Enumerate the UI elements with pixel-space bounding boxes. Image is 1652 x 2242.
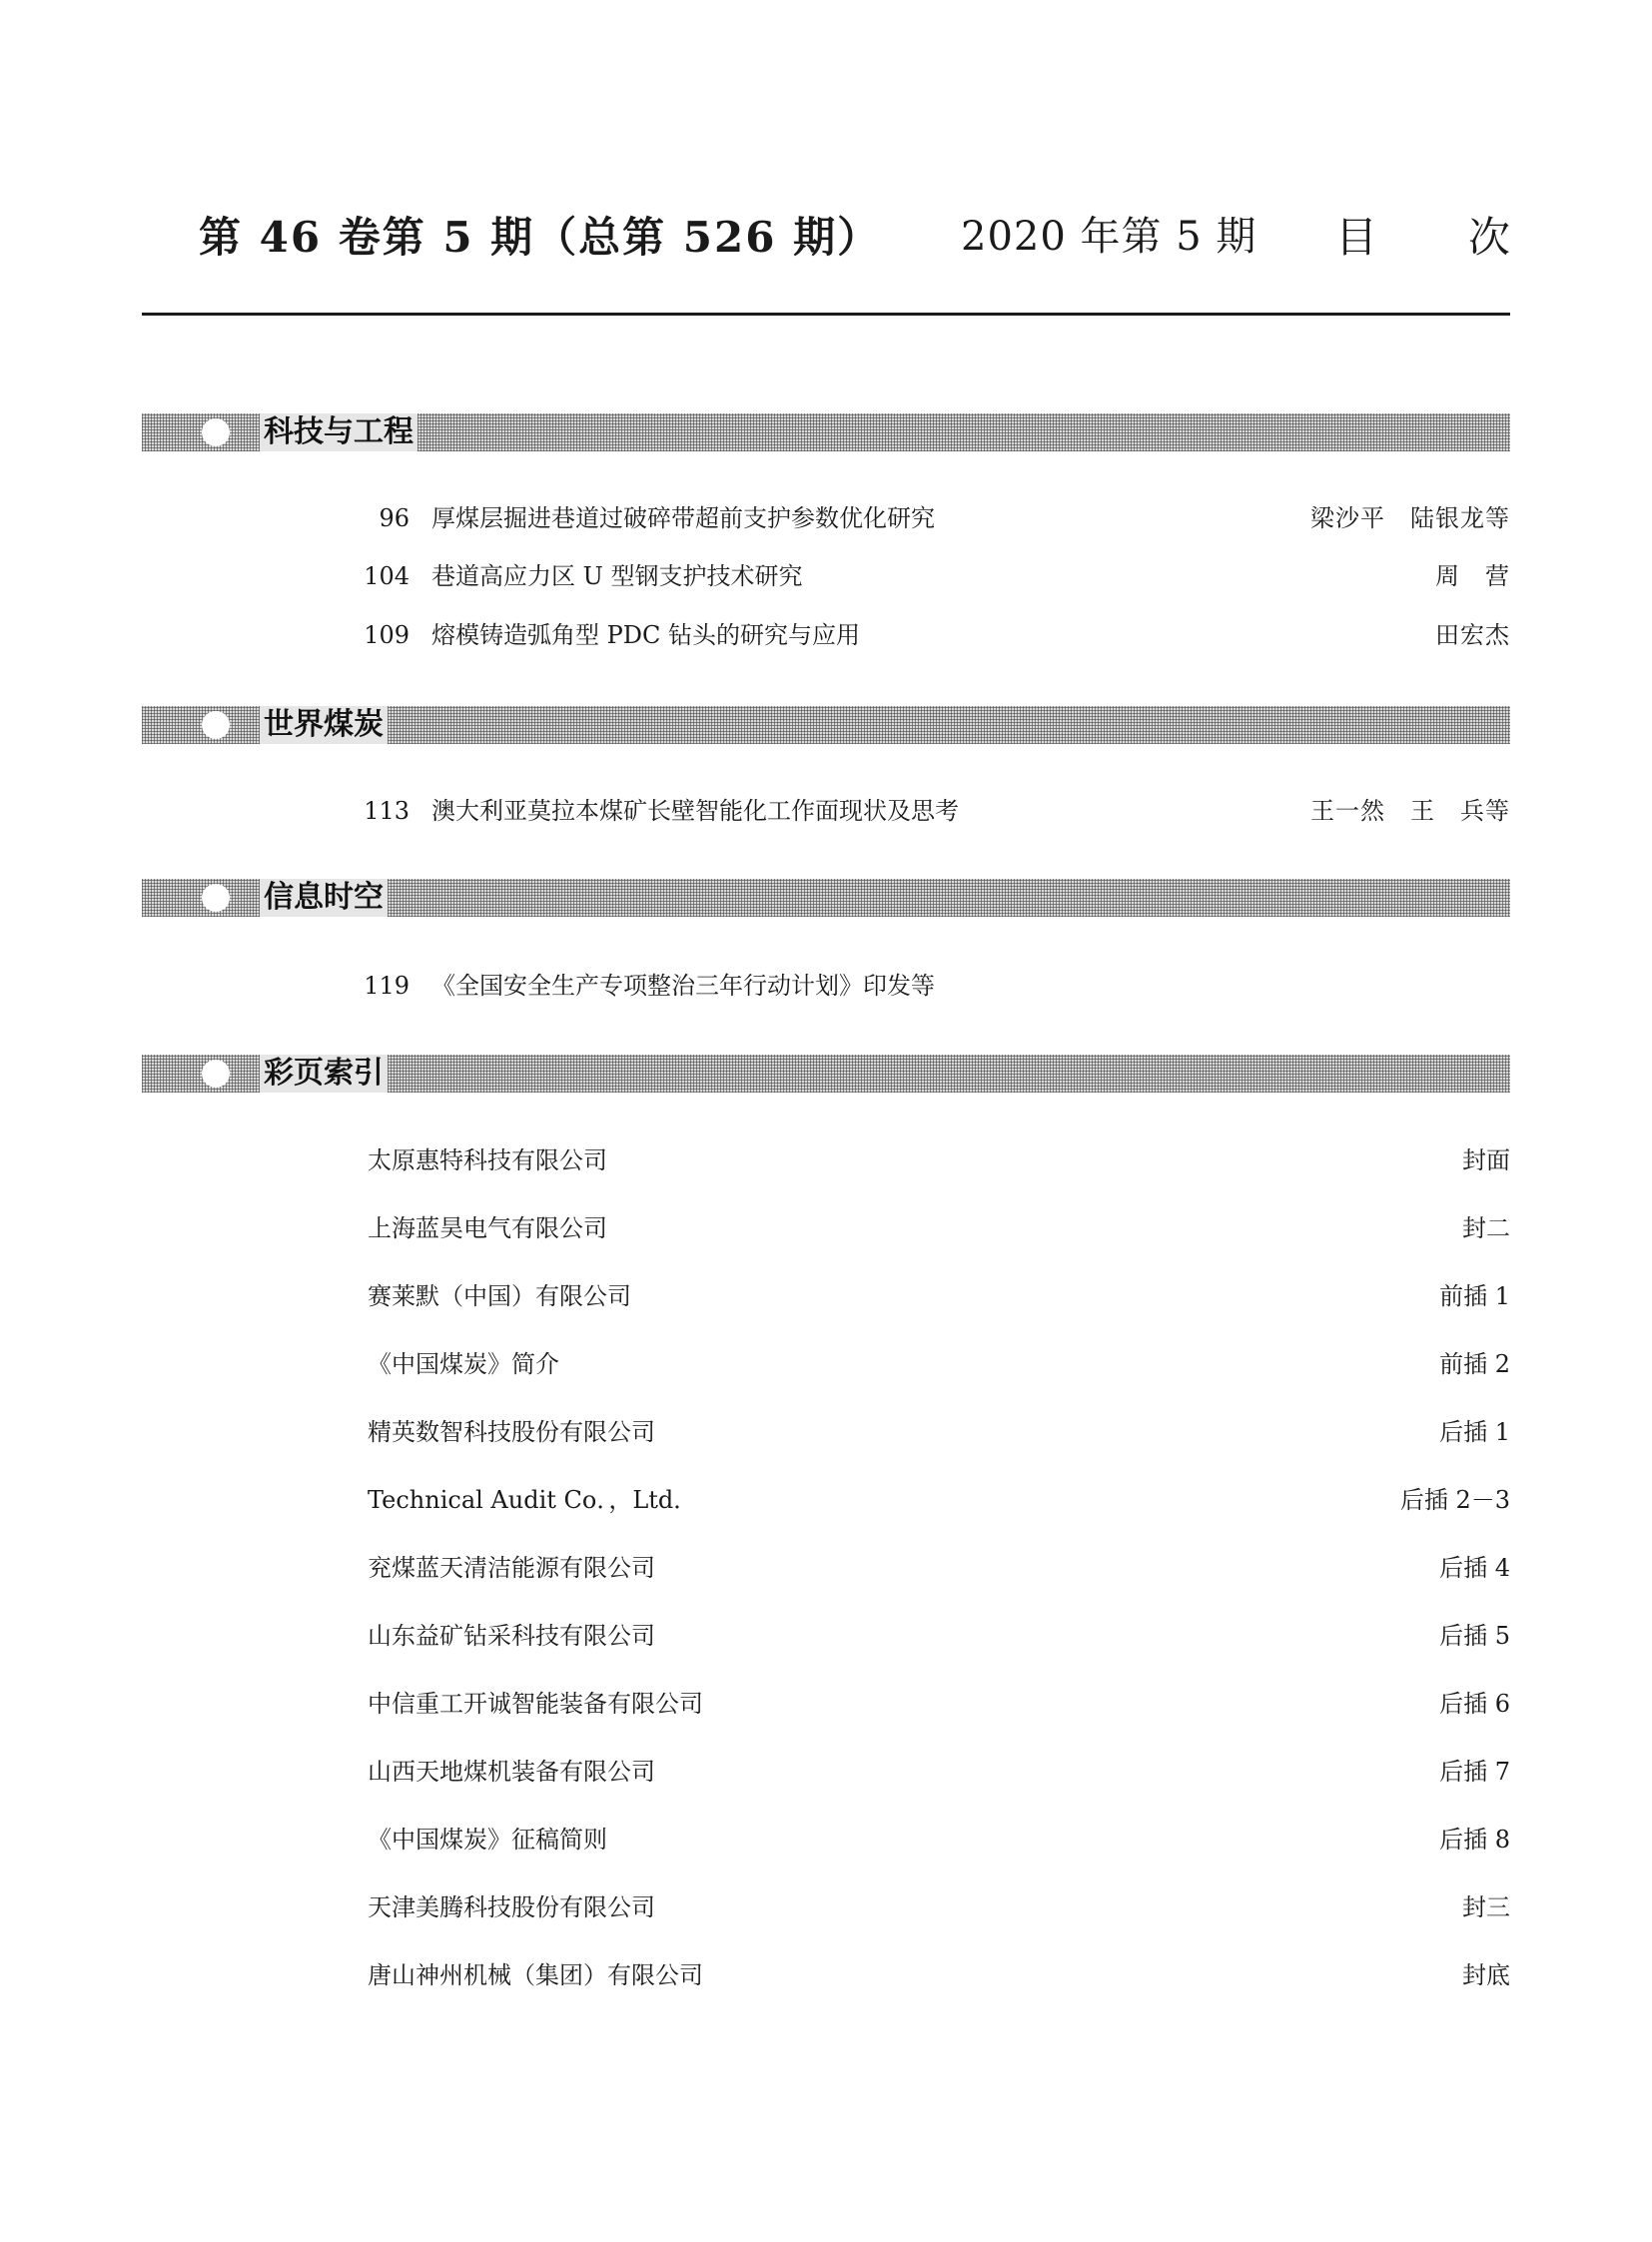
ad-index-item[interactable] [368, 1140, 1510, 1180]
toc-authors: 王一然 王 兵等 [1310, 797, 1510, 825]
ad-position: 前插 1 [1439, 1282, 1510, 1310]
toc-authors: 田宏杰 [1435, 621, 1510, 649]
issue-info: 2020 年第 5 期 [961, 214, 1257, 260]
ad-company: 精英数智科技股份有限公司 [368, 1418, 655, 1446]
ad-position: 后插 1 [1439, 1418, 1510, 1446]
ad-company: 中信重工开诚智能装备有限公司 [368, 1690, 703, 1718]
toc-entry[interactable] [360, 615, 1510, 655]
bullet-circle-icon [202, 884, 230, 912]
ad-index-item[interactable] [368, 1616, 1510, 1656]
toc-authors: 梁沙平 陆银龙等 [1310, 504, 1510, 532]
toc-entry[interactable] [360, 556, 1510, 596]
ad-position: 后插 5 [1439, 1622, 1510, 1650]
ad-company: 上海蓝昊电气有限公司 [368, 1214, 607, 1242]
ad-company: Technical Audit Co．，Ltd． [368, 1486, 698, 1514]
ad-position: 封底 [1462, 1961, 1510, 1989]
bullet-circle-icon [202, 1060, 230, 1088]
ad-position: 封面 [1462, 1146, 1510, 1174]
ad-company: 赛莱默（中国）有限公司 [368, 1282, 631, 1310]
ad-company: 太原惠特科技有限公司 [368, 1146, 607, 1174]
ad-index-item[interactable] [368, 1548, 1510, 1588]
section-bar-world [142, 706, 1510, 744]
toc-title: 《全国安全生产专项整治三年行动计划》印发等 [431, 972, 935, 1000]
ad-company: 兖煤蓝天清洁能源有限公司 [368, 1554, 655, 1582]
toc-title: 澳大利亚莫拉本煤矿长壁智能化工作面现状及思考 [431, 797, 959, 825]
ad-position: 后插 8 [1439, 1826, 1510, 1854]
ad-index-item[interactable] [368, 1208, 1510, 1248]
toc-page: 104 [364, 562, 410, 590]
ad-position: 后插 4 [1439, 1554, 1510, 1582]
section-title-info: 信息时空 [260, 879, 388, 917]
ad-company: 《中国煤炭》征稿简则 [368, 1826, 607, 1854]
section-title-tech: 科技与工程 [260, 413, 417, 451]
toc-page: 113 [364, 797, 410, 825]
toc-page: 109 [364, 621, 410, 649]
ad-index-item[interactable] [368, 1955, 1510, 1995]
toc-heading [1335, 205, 1510, 265]
toc-page: 96 [379, 504, 410, 532]
toc-entry[interactable] [360, 791, 1510, 831]
ad-index-item[interactable] [368, 1887, 1510, 1927]
toc-entry[interactable] [360, 498, 1510, 538]
ad-position: 封二 [1462, 1214, 1510, 1242]
ad-company: 天津美腾科技股份有限公司 [368, 1893, 655, 1921]
volume-info: 第 46 卷第 5 期（总第 526 期） [199, 213, 882, 262]
section-bar-tech [142, 413, 1510, 451]
section-title-ads: 彩页索引 [260, 1055, 388, 1093]
bullet-circle-icon [202, 418, 230, 446]
toc-title: 厚煤层掘进巷道过破碎带超前支护参数优化研究 [431, 504, 935, 532]
toc-entry[interactable] [360, 966, 1510, 1006]
ad-index-item[interactable] [368, 1820, 1510, 1860]
section-bar-info [142, 879, 1510, 917]
section-bar-ads [142, 1055, 1510, 1093]
ad-index-item[interactable] [368, 1684, 1510, 1724]
ad-position: 后插 7 [1439, 1758, 1510, 1786]
page-header [142, 205, 1510, 275]
toc-authors: 周 营 [1435, 562, 1510, 590]
ad-index-item[interactable] [368, 1480, 1510, 1520]
ad-company: 山西天地煤机装备有限公司 [368, 1758, 655, 1786]
toc-heading-char-1: 目 [1335, 213, 1378, 262]
toc-heading-char-2: 次 [1467, 213, 1510, 262]
toc-page: 119 [364, 972, 410, 1000]
ad-position: 后插 2－3 [1399, 1486, 1510, 1514]
section-title-world: 世界煤炭 [260, 706, 388, 744]
ad-position: 封三 [1462, 1893, 1510, 1921]
ad-index-item[interactable] [368, 1344, 1510, 1384]
ad-company: 山东益矿钻采科技有限公司 [368, 1622, 655, 1650]
bullet-circle-icon [202, 711, 230, 739]
header-rule [142, 313, 1510, 316]
toc-title: 熔模铸造弧角型 PDC 钻头的研究与应用 [431, 621, 861, 649]
ad-position: 前插 2 [1439, 1350, 1510, 1378]
ad-company: 《中国煤炭》简介 [368, 1350, 559, 1378]
ad-position: 后插 6 [1439, 1690, 1510, 1718]
ad-index-item[interactable] [368, 1276, 1510, 1316]
ad-index-item[interactable] [368, 1412, 1510, 1452]
ad-index-item[interactable] [368, 1752, 1510, 1792]
ad-company: 唐山神州机械（集团）有限公司 [368, 1961, 703, 1989]
toc-title: 巷道高应力区 U 型钢支护技术研究 [431, 562, 803, 590]
